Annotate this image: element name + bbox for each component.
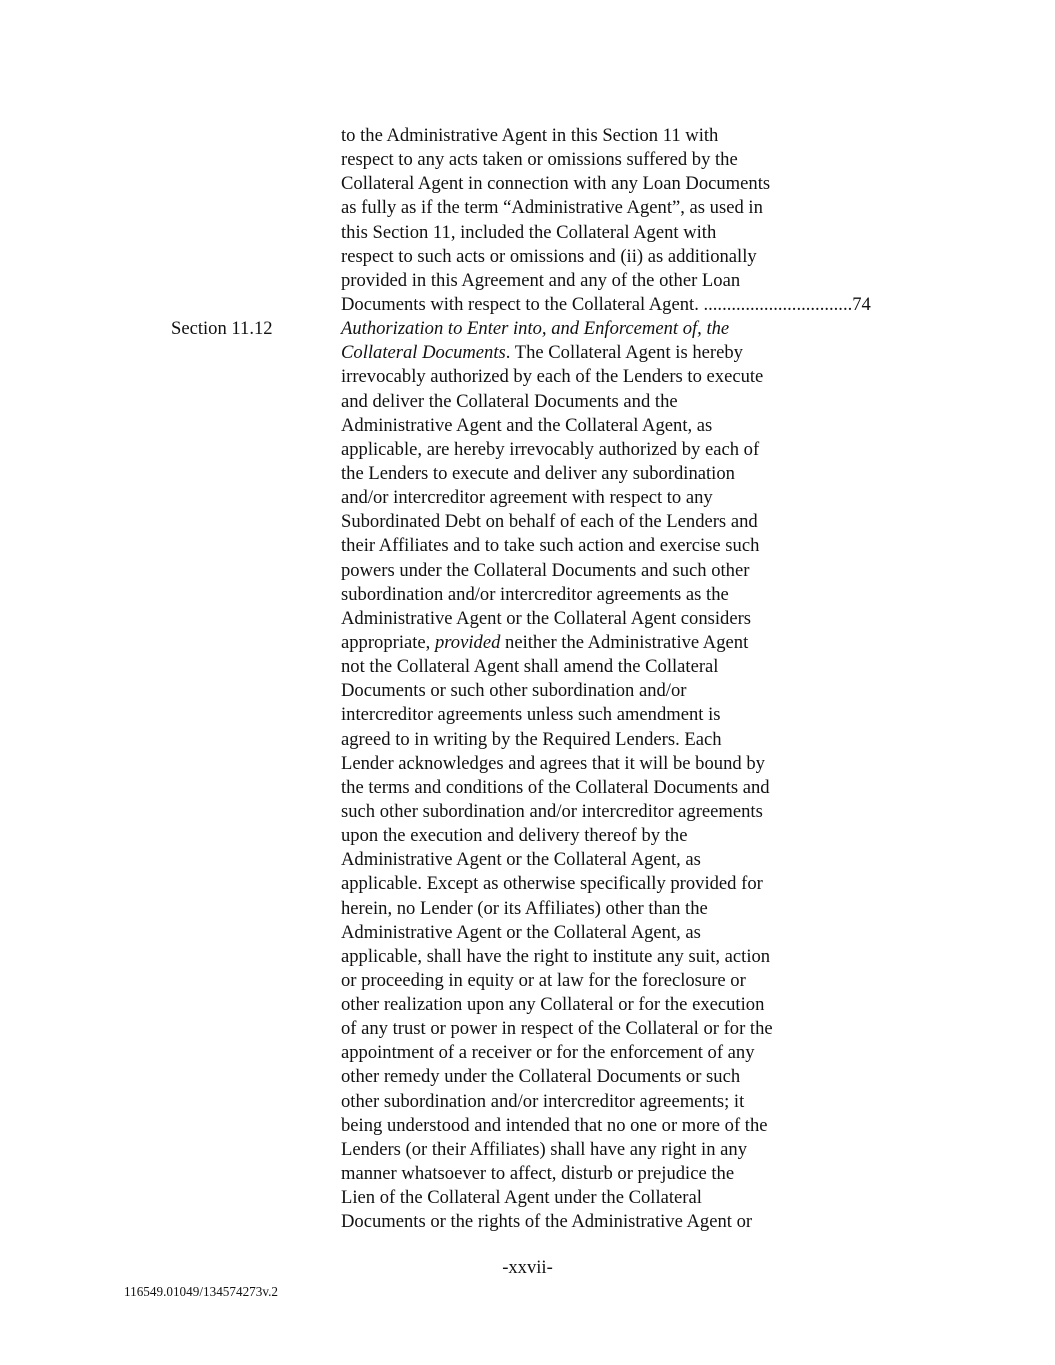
toc-line: such other subordination and/or intercreditor agreements bbox=[341, 800, 763, 822]
section-text: appropriate, bbox=[341, 631, 435, 653]
toc-line: Administrative Agent and the Collateral Agent, as bbox=[341, 414, 713, 436]
toc-line: respect to any acts taken or omissions suffered by the bbox=[341, 149, 738, 171]
toc-line: to the Administrative Agent in this Section 11 with bbox=[341, 125, 719, 146]
toc-line: applicable. Except as otherwise specifically provided for bbox=[341, 873, 763, 895]
toc-line: other subordination and/or intercreditor agreements; it bbox=[341, 1090, 745, 1112]
provided-italic: provided bbox=[434, 631, 501, 653]
toc-line: Administrative Agent or the Collateral Agent considers bbox=[341, 607, 752, 629]
toc-line: Documents or the rights of the Administrative Agent or bbox=[341, 1211, 753, 1233]
section-label-11-12: Section 11.12 bbox=[171, 318, 273, 339]
section-title-italic: Collateral Documents bbox=[341, 342, 506, 364]
section-title-line bbox=[341, 317, 941, 341]
toc-line: Administrative Agent or the Collateral Agent, as bbox=[341, 849, 701, 871]
toc-line: respect to such acts or omissions and (ii) as additionally bbox=[341, 245, 757, 267]
toc-line: as fully as if the term “Administrative Agent”, as used in bbox=[341, 197, 763, 219]
toc-line: Lender acknowledges and agrees that it will be bound by bbox=[341, 752, 765, 774]
section-text: neither the Administrative Agent bbox=[500, 631, 749, 653]
toc-line: Lien of the Collateral Agent under the Collateral bbox=[341, 1187, 702, 1209]
toc-line: Administrative Agent or the Collateral Agent, as bbox=[341, 921, 701, 943]
toc-line: applicable, shall have the right to institute any suit, action bbox=[341, 945, 771, 967]
toc-line: other realization upon any Collateral or for the execution bbox=[341, 994, 765, 1016]
toc-line: powers under the Collateral Documents and such other bbox=[341, 559, 750, 581]
toc-line: other remedy under the Collateral Documents or such bbox=[341, 1066, 741, 1088]
toc-line: Collateral Agent in connection with any Loan Documents bbox=[341, 173, 771, 195]
toc-line bbox=[341, 631, 941, 655]
toc-line: their Affiliates and to take such action and exercise such bbox=[341, 535, 760, 557]
toc-line: or proceeding in equity or at law for the foreclosure or bbox=[341, 969, 746, 991]
page-number: -xxvii- bbox=[502, 1257, 553, 1278]
toc-line: upon the execution and delivery thereof by the bbox=[341, 825, 688, 847]
toc-line: intercreditor agreements unless such amendment is bbox=[341, 704, 721, 726]
toc-line: irrevocably authorized by each of the Lenders to execute bbox=[341, 366, 764, 388]
toc-line: Lenders (or their Affiliates) shall have any right in any bbox=[341, 1138, 748, 1160]
toc-line: being understood and intended that no one or more of the bbox=[341, 1114, 768, 1136]
toc-line: applicable, are hereby irrevocably authorized by each of bbox=[341, 438, 760, 460]
toc-line: not the Collateral Agent shall amend the Collateral bbox=[341, 656, 719, 678]
document-id: 116549.01049/134574273v.2 bbox=[124, 1284, 278, 1299]
toc-line: this Section 11, included the Collateral Agent with bbox=[341, 221, 717, 243]
toc-line: appointment of a receiver or for the enforcement of any bbox=[341, 1042, 755, 1064]
toc-line: and deliver the Collateral Documents and the bbox=[341, 390, 678, 412]
toc-line: the Lenders to execute and deliver any subordination bbox=[341, 462, 735, 484]
toc-line: and/or intercreditor agreement with respect to any bbox=[341, 487, 713, 509]
toc-line: provided in this Agreement and any of the other Loan bbox=[341, 269, 741, 291]
section-title-line bbox=[341, 341, 941, 365]
toc-line: subordination and/or intercreditor agreements as the bbox=[341, 583, 729, 605]
toc-line: agreed to in writing by the Required Lenders. Each bbox=[341, 728, 722, 750]
section-title-italic: Authorization to Enter into, and Enforcement of, the bbox=[341, 318, 730, 340]
toc-line: Subordinated Debt on behalf of each of the Lenders and bbox=[341, 511, 758, 533]
toc-line: the terms and conditions of the Collateral Documents and bbox=[341, 776, 770, 798]
toc-line-with-page-ref: Documents with respect to the Collateral Agent. ................................74 bbox=[341, 293, 871, 315]
toc-line: manner whatsoever to affect, disturb or prejudice the bbox=[341, 1163, 735, 1185]
section-text: . The Collateral Agent is hereby bbox=[505, 342, 743, 364]
toc-entry-text-column bbox=[341, 124, 941, 1234]
toc-line: Documents or such other subordination and/or bbox=[341, 680, 687, 702]
toc-line: herein, no Lender (or its Affiliates) other than the bbox=[341, 897, 708, 919]
toc-line: of any trust or power in respect of the Collateral or for the bbox=[341, 1018, 773, 1040]
